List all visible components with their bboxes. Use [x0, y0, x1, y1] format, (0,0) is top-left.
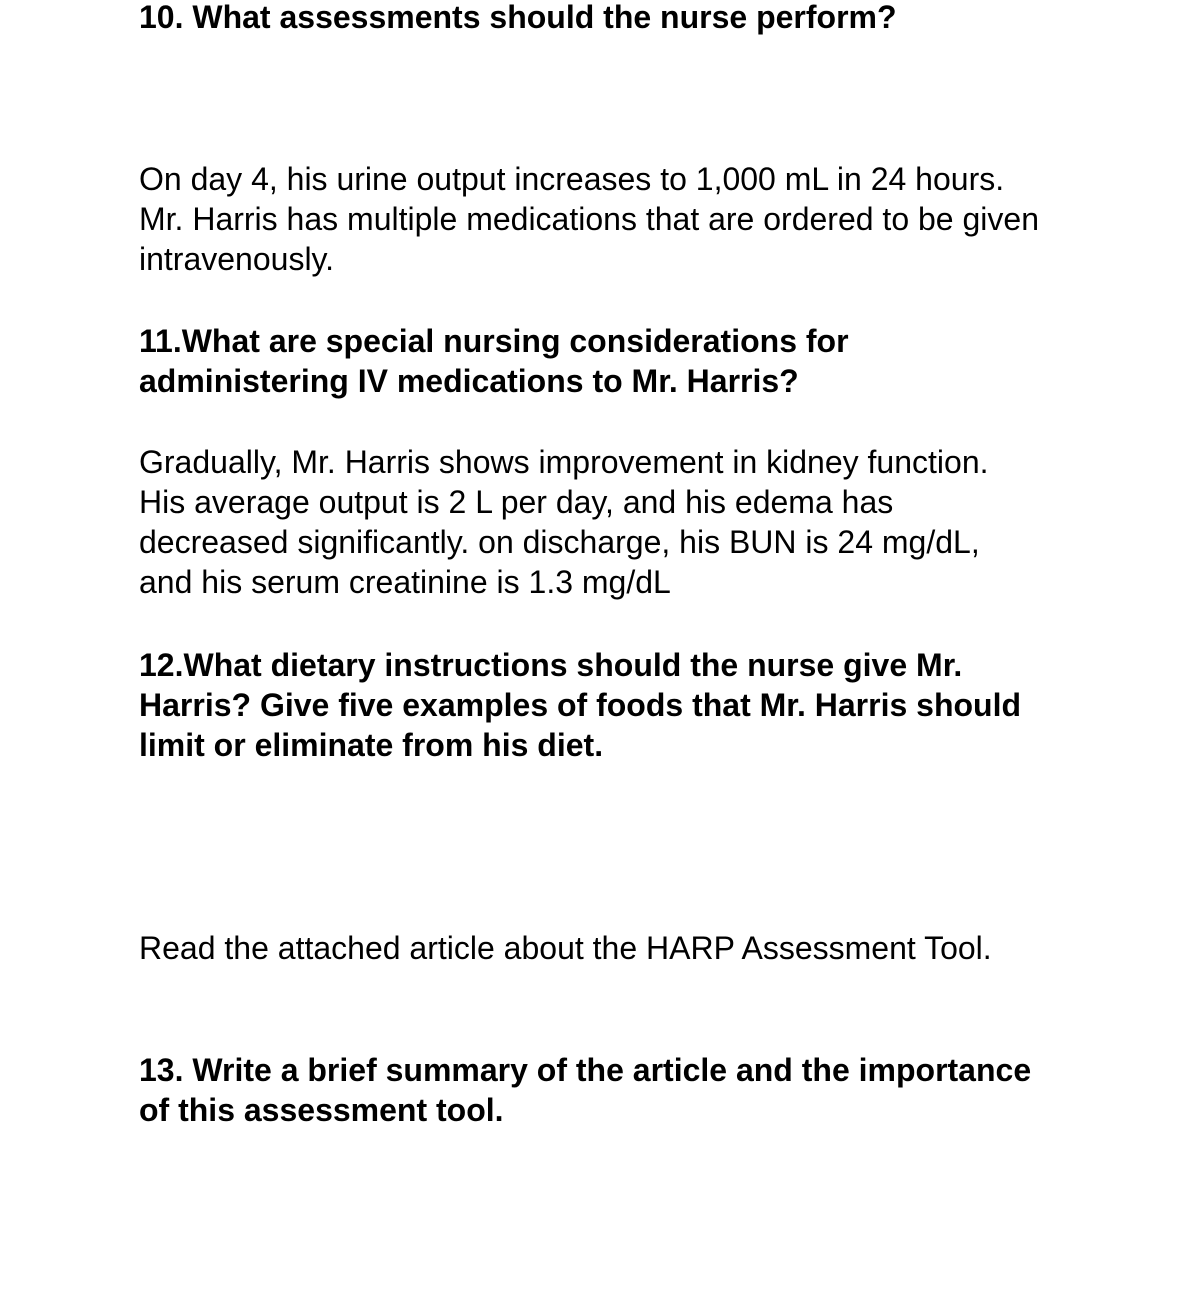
paragraph-harp-article: Read the attached article about the HARP Assessment Tool. — [139, 930, 992, 966]
paragraph-day-4: On day 4, his urine output increases to 1,000 mL in 24 hours. Mr. Harris has multiple medications that are ordered to be given intravenously. — [139, 161, 1039, 277]
question-11: 11.What are special nursing considerations for administering IV medications to Mr. Harris? — [139, 323, 849, 399]
paragraph-kidney-improvement: Gradually, Mr. Harris shows improvement in kidney function. His average output is 2 L per day, and his edema has decreased significantly. on discharge, his BUN is 24 mg/dL, and his serum creatinine is 1.3 mg/dL — [139, 444, 989, 600]
question-12: 12.What dietary instructions should the nurse give Mr. Harris? Give five examples of foods that Mr. Harris should limit or eliminate from his diet. — [139, 647, 1022, 763]
question-13: 13. Write a brief summary of the article and the importance of this assessment tool. — [139, 1052, 1032, 1128]
question-10: 10. What assessments should the nurse perform? — [139, 0, 897, 35]
